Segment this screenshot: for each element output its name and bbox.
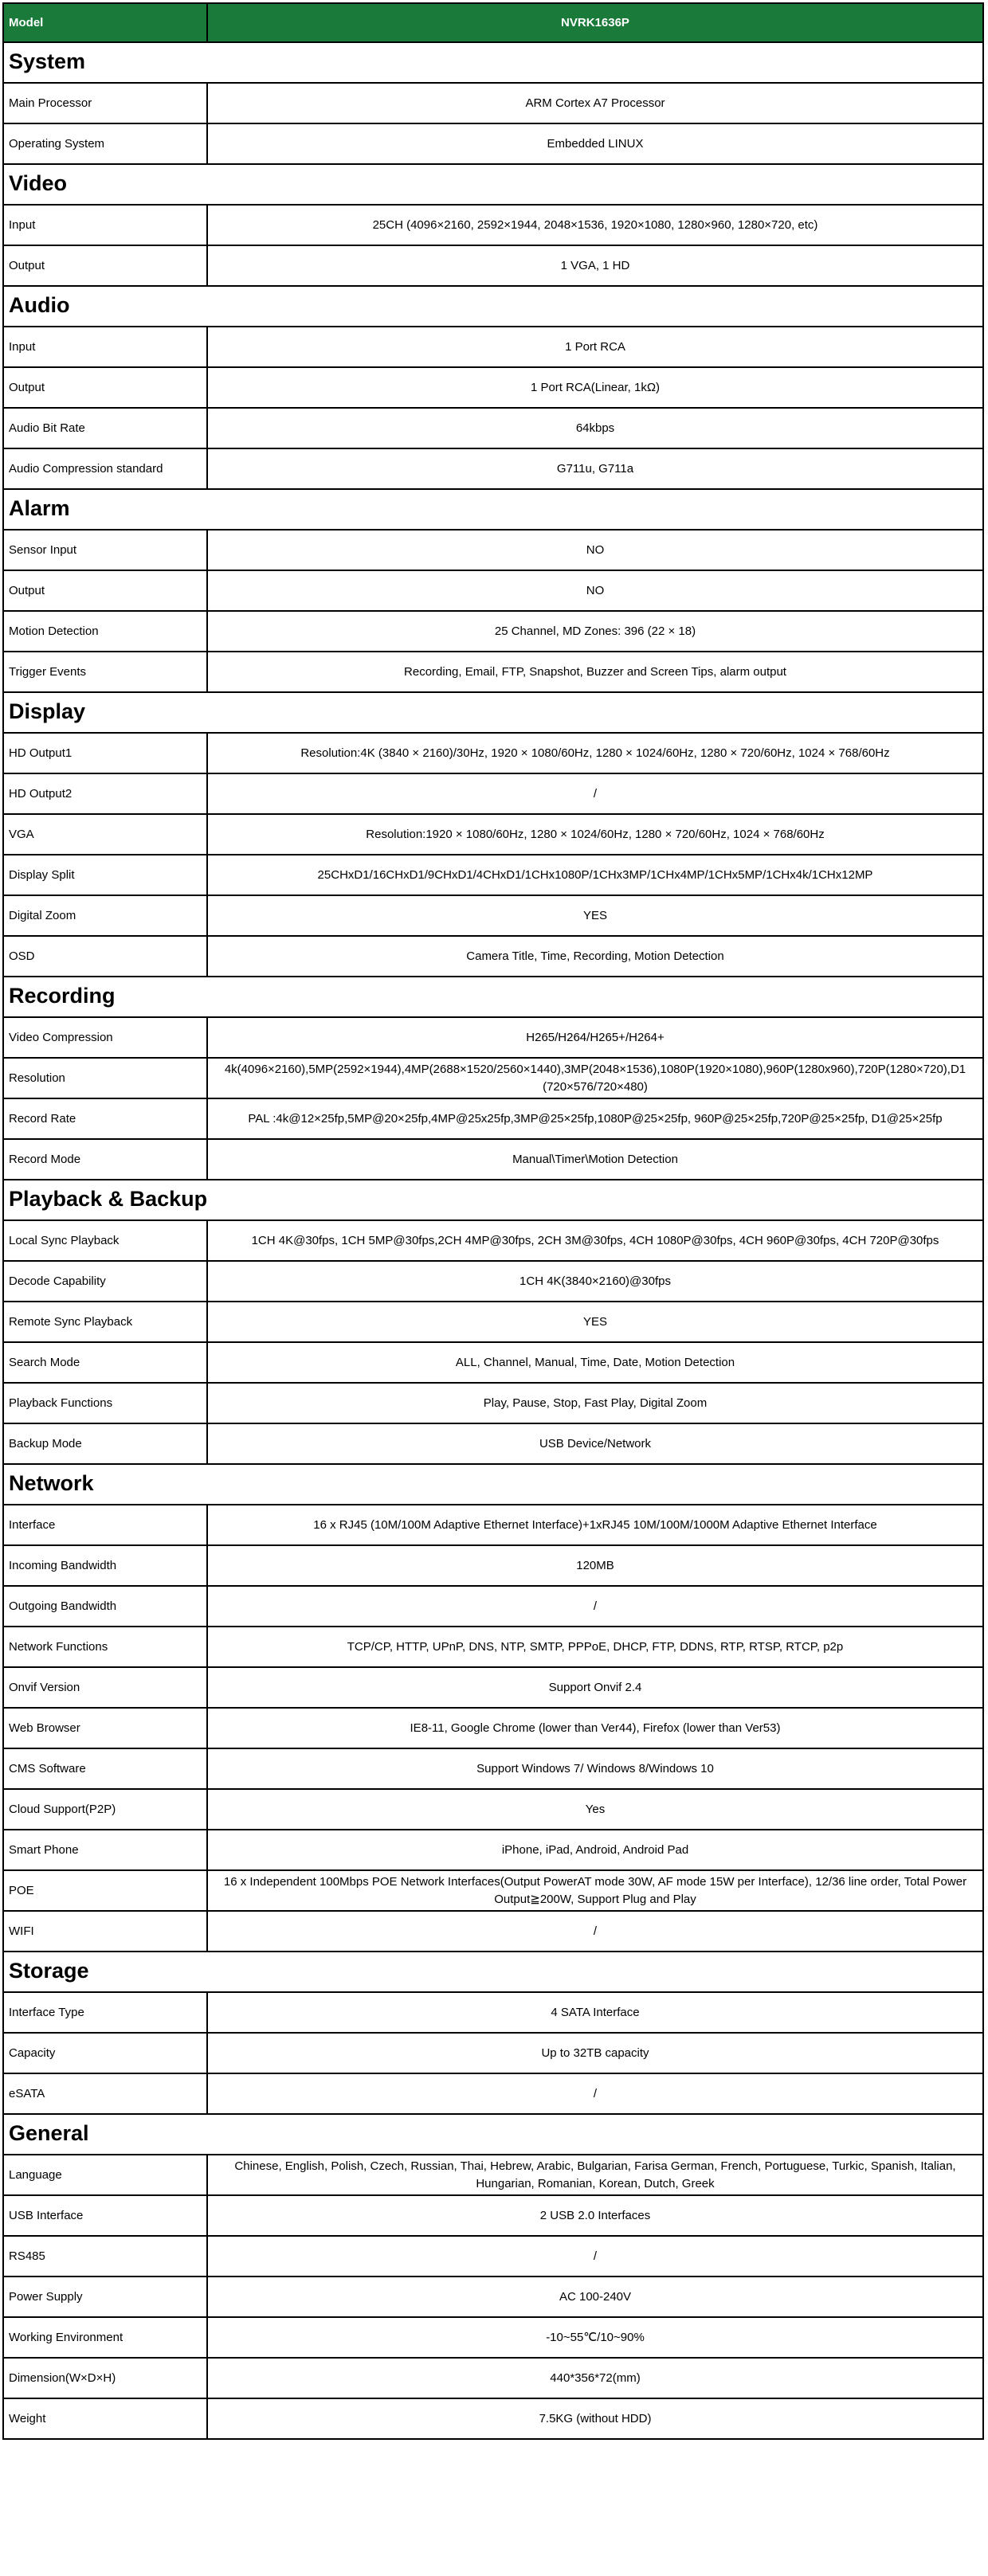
spec-row [2,124,984,165]
section-storage [2,1952,984,1993]
spec-value: Resolution:1920 × 1080/60Hz, 1280 × 1024/60Hz, 1280 × 720/60Hz, 1024 × 768/60Hz [366,827,825,841]
section-title: Video [9,171,68,195]
spec-row [2,896,984,937]
spec-label: Operating System [4,124,208,163]
section-title: Recording [9,984,116,1008]
spec-value: 64kbps [575,421,615,435]
spec-label: OSD [4,937,208,976]
spec-value: 16 x Independent 100Mbps POE Network Interfaces(Output PowerAT mode 30W, AF mode 15W per Interface), 12/36 line order, Total Power Output≧200W, Support Plug and Play [223,1874,967,1906]
spec-row [2,2277,984,2318]
spec-row [2,246,984,287]
spec-row [2,652,984,693]
spec-value: Embedded LINUX [547,136,644,151]
spec-value: 2 USB 2.0 Interfaces [539,2208,651,2222]
table-header-row [2,2,984,43]
section-alarm [2,490,984,530]
spec-label: Backup Mode [4,1424,208,1463]
spec-value: IE8-11, Google Chrome (lower than Ver44), Firefox (lower than Ver53) [410,1721,781,1735]
spec-label: Outgoing Bandwidth [4,1587,208,1626]
section-title: Alarm [9,496,70,520]
spec-row [2,1140,984,1180]
spec-value: 25 Channel, MD Zones: 396 (22 × 18) [494,624,696,638]
spec-label: Video Compression [4,1018,208,1057]
spec-label: Record Mode [4,1140,208,1179]
section-audio [2,287,984,327]
spec-label: Dimension(W×D×H) [4,2359,208,2398]
spec-value: Manual\Timer\Motion Detection [512,1152,678,1166]
spec-label: POE [4,1871,208,1910]
spec-value: AC 100-240V [559,2289,632,2304]
spec-row [2,1790,984,1830]
spec-value: 4 SATA Interface [551,2005,640,2019]
spec-label: Sensor Input [4,530,208,570]
spec-label: Weight [4,2399,208,2438]
spec-label: eSATA [4,2074,208,2113]
spec-label: Decode Capability [4,1262,208,1301]
spec-row [2,2237,984,2277]
spec-row [2,206,984,246]
spec-value: Up to 32TB capacity [541,2046,649,2060]
spec-label: Onvif Version [4,1668,208,1707]
spec-value: Chinese, English, Polish, Czech, Russian, Thai, Hebrew, Arabic, Bulgarian, Farisa German, French, Portuguese, Turkic, Spanish, Italian, Hungarian, Romanian, Korean, Dutch, Greek [234,2159,956,2190]
section-network [2,1465,984,1505]
spec-row [2,1871,984,1912]
spec-label: VGA [4,815,208,854]
spec-value: Resolution:4K (3840 × 2160)/30Hz, 1920 × 1080/60Hz, 1280 × 1024/60Hz, 1280 × 720/60Hz, 1024 × 768/60Hz [300,746,890,760]
spec-value: Play, Pause, Stop, Fast Play, Digital Zoom [483,1396,708,1410]
header-label: Model [4,4,208,41]
spec-label: Input [4,327,208,366]
spec-label: Audio Compression standard [4,449,208,488]
spec-label: Capacity [4,2034,208,2073]
spec-label: Trigger Events [4,652,208,691]
spec-value: PAL :4k@12×25fp,5MP@20×25fp,4MP@25x25fp,3MP@25×25fp,1080P@25×25fp, 960P@25×25fp,720P@25×25fp, D1@25×25fp [248,1111,943,1126]
spec-value: ARM Cortex A7 Processor [525,96,665,110]
spec-row [2,815,984,855]
spec-row [2,1221,984,1262]
spec-label: USB Interface [4,2196,208,2235]
spec-row [2,530,984,571]
spec-label: Remote Sync Playback [4,1302,208,1341]
spec-label: Input [4,206,208,245]
spec-label: Cloud Support(P2P) [4,1790,208,1829]
spec-row [2,1830,984,1871]
spec-value: / [593,786,598,801]
spec-label: Language [4,2155,208,2194]
spec-row [2,449,984,490]
spec-value: Recording, Email, FTP, Snapshot, Buzzer and Screen Tips, alarm output [404,664,786,679]
spec-row [2,571,984,612]
spec-value: Support Windows 7/ Windows 8/Windows 10 [476,1761,714,1775]
spec-row [2,612,984,652]
spec-value: YES [582,1314,607,1329]
spec-table [2,2,984,2440]
spec-label: Working Environment [4,2318,208,2357]
header-model: NVRK1636P [561,15,629,29]
section-playback-backup [2,1180,984,1221]
section-general [2,2115,984,2155]
spec-value: Yes [585,1802,606,1816]
spec-value: -10~55℃/10~90% [546,2330,645,2344]
section-system [2,43,984,84]
spec-value: 4k(4096×2160),5MP(2592×1944),4MP(2688×1520/2560×1440),3MP(2048×1536),1080P(1920×1080),960P(1280x960),720P(1280×720),D1 (720×576/720×480) [224,1062,966,1094]
spec-row [2,2074,984,2115]
spec-row [2,327,984,368]
spec-row [2,368,984,409]
spec-row [2,409,984,449]
spec-label: Main Processor [4,84,208,123]
section-display [2,693,984,734]
spec-row [2,1099,984,1140]
spec-value: 16 x RJ45 (10M/100M Adaptive Ethernet Interface)+1xRJ45 10M/100M/1000M Adaptive Ethernet Interface [313,1517,877,1532]
spec-value: 1 VGA, 1 HD [560,258,630,272]
spec-row [2,2155,984,2196]
spec-value: NO [586,542,605,557]
spec-label: RS485 [4,2237,208,2276]
section-title: General [9,2121,89,2145]
spec-row [2,1018,984,1059]
section-title: System [9,49,86,73]
spec-label: Playback Functions [4,1384,208,1423]
spec-label: Motion Detection [4,612,208,651]
spec-row [2,1384,984,1424]
spec-row [2,1668,984,1709]
spec-row [2,937,984,977]
spec-label: Interface [4,1505,208,1544]
spec-value: Camera Title, Time, Recording, Motion Detection [466,949,724,963]
section-title: Display [9,699,86,723]
section-title: Audio [9,293,70,317]
spec-row [2,1587,984,1627]
spec-row [2,2196,984,2237]
spec-row [2,1709,984,1749]
spec-label: Web Browser [4,1709,208,1748]
spec-row [2,774,984,815]
spec-row [2,734,984,774]
spec-label: Record Rate [4,1099,208,1138]
spec-row [2,84,984,124]
spec-label: Resolution [4,1059,208,1098]
spec-value: / [593,1599,598,1613]
spec-row [2,1262,984,1302]
spec-row [2,1993,984,2034]
spec-label: Local Sync Playback [4,1221,208,1260]
spec-value: NO [586,583,605,597]
section-recording [2,977,984,1018]
spec-row [2,2318,984,2359]
section-title: Storage [9,1959,89,1983]
spec-label: HD Output2 [4,774,208,813]
section-title: Network [9,1471,94,1495]
spec-row [2,1912,984,1952]
spec-value: 25CHxD1/16CHxD1/9CHxD1/4CHxD1/1CHx1080P/1CHx3MP/1CHx4MP/1CHx5MP/1CHx4k/1CHx12MP [317,867,873,882]
spec-label: Audio Bit Rate [4,409,208,448]
spec-row [2,1343,984,1384]
spec-label: Output [4,246,208,285]
spec-value: H265/H264/H265+/H264+ [526,1030,665,1044]
spec-value: 1CH 4K@30fps, 1CH 5MP@30fps,2CH 4MP@30fps, 2CH 3M@30fps, 4CH 1080P@30fps, 4CH 960P@30fps, 4CH 720P@30fps [251,1233,939,1247]
spec-label: Output [4,368,208,407]
spec-value: TCP/CP, HTTP, UPnP, DNS, NTP, SMTP, PPPoE, DHCP, FTP, DDNS, RTP, RTSP, RTCP, p2p [347,1639,844,1654]
spec-label: Network Functions [4,1627,208,1666]
spec-value: ALL, Channel, Manual, Time, Date, Motion Detection [455,1355,735,1369]
spec-value: YES [582,908,607,922]
spec-label: Display Split [4,855,208,895]
spec-row [2,2399,984,2440]
spec-label: Output [4,571,208,610]
spec-value: 7.5KG (without HDD) [539,2411,652,2425]
spec-row [2,1627,984,1668]
spec-row [2,1424,984,1465]
spec-label: Search Mode [4,1343,208,1382]
spec-label: Interface Type [4,1993,208,2032]
spec-row [2,1546,984,1587]
spec-value: 25CH (4096×2160, 2592×1944, 2048×1536, 1920×1080, 1280×960, 1280×720, etc) [372,217,818,232]
section-title: Playback & Backup [9,1187,208,1211]
spec-row [2,2034,984,2074]
spec-label: Power Supply [4,2277,208,2316]
spec-label: Digital Zoom [4,896,208,935]
spec-label: WIFI [4,1912,208,1951]
spec-value: 440*356*72(mm) [550,2370,641,2385]
spec-value: 120MB [576,1558,614,1572]
spec-value: 1 Port RCA [565,339,625,354]
spec-label: HD Output1 [4,734,208,773]
spec-value: iPhone, iPad, Android, Android Pad [501,1842,689,1857]
spec-label: Incoming Bandwidth [4,1546,208,1585]
spec-label: CMS Software [4,1749,208,1788]
spec-row [2,2359,984,2399]
spec-value: / [593,2086,598,2100]
spec-row [2,1059,984,1099]
spec-row [2,855,984,896]
spec-value: 1CH 4K(3840×2160)@30fps [519,1274,671,1288]
spec-label: Smart Phone [4,1830,208,1869]
spec-value: Support Onvif 2.4 [548,1680,642,1694]
spec-row [2,1505,984,1546]
spec-value: / [593,2249,598,2263]
spec-value: / [593,1924,598,1938]
spec-row [2,1749,984,1790]
section-video [2,165,984,206]
spec-value: G711u, G711a [556,461,634,476]
spec-row [2,1302,984,1343]
spec-value: USB Device/Network [539,1436,652,1450]
spec-value: 1 Port RCA(Linear, 1kΩ) [530,380,661,394]
